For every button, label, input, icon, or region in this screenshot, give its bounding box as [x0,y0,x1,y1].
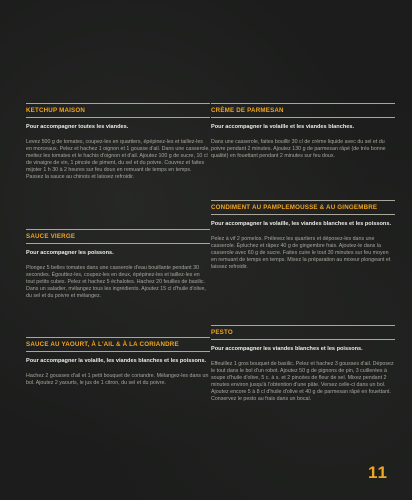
divider [211,117,395,118]
divider [26,229,210,230]
recipe-body: Effeuillez 1 gros bouquet de basilic. Pelez et hachez 3 gousses d'ail. Déposez le tout dans le bol d'un robot. Ajoutez 50 g de pignons de pin, 3 cuillerées à soupe d'huile d'olive, 5 c. à s. et 2 pincées de fleur de sel. Mixez pendant 2 minutes environ jusqu'à l'obtention d'une pâte. Versez celle-ci dans un bol. Ajoutez encore 5 à 8 cl d'huile d'olive et 40 g de parmesan râpé en fouettant. Conservez le pesto au frais dans un bocal. [211,360,394,403]
recipe-body: Plongez 5 belles tomates dans une casserole d'eau bouillante pendant 30 secondes. Égouttez-les, coupez-les en deux, épépinez-les et taillez-les en tout petits cubes. Pelez et hachez 5 échalotes. Hachez 20 feuilles de basilic. Dans un saladier, mélangez tous les ingrédients. Ajoutez 15 cl d'huile d'olive, du sel et du poivre et mélangez. [26,264,206,299]
recipe-lead: Pour accompagner toutes les viandes. [26,123,129,130]
divider [211,325,395,326]
recipe-body: Hachez 2 gousses d'ail et 1 petit bouquet de coriandre. Mélangez-les dans un bol. Ajoutez 2 yaourts, le jus de 1 citron, du sel et du poivre. [26,372,209,386]
recipe-lead: Pour accompagner la volaille, les viandes blanches et les poissons. [211,220,392,227]
divider [211,214,395,215]
recipe-lead: Pour accompagner les poissons. [26,249,114,256]
recipe-lead: Pour accompagner les viandes blanches et les poissons. [211,345,363,352]
recipe-sauce-yaourt [26,337,210,387]
divider [26,243,210,244]
divider [26,117,210,118]
divider [211,339,395,340]
recipe-title: KETCHUP MAISON [26,107,86,114]
recipe-title: CONDIMENT AU PAMPLEMOUSSE & AU GINGEMBRE [211,204,378,211]
recipe-ketchup [26,103,210,181]
recipe-title: PESTO [211,329,233,336]
recipe-body: Dans une casserole, faites bouillir 30 cl de crème liquide avec du sel et du poivre pendant 2 minutes. Ajoutez 130 g de parmesan râpé (de très bonne qualité) en fouettant pendant 2 minutes sur feu doux. [211,138,386,159]
recipe-body: Levez 500 g de tomates, coupez-les en quartiers, épépinez-les et taillez-les en morceaux. Pelez et hachez 1 oignon et 1 gousse d'ail. Dans une casserole, mettez les tomates et le hachis d'oignon et d'ail. Ajoutez 100 g de sucre, 10 cl de vinaigre de vin, 1 pincée de piment, du sel et du poivre. Couvrez et faites mijoter 1 h 30 à 2 heures sur feu doux en remuant de temps en temps. Passez la sauce au chinois et laissez refroidir. [26,138,210,181]
recipe-title: SAUCE AU YAOURT, À L'AIL & À LA CORIANDRE [26,341,179,348]
recipe-title: SAUCE VIERGE [26,233,76,240]
recipe-lead: Pour accompagner la volaille, les viandes blanches et les poissons. [26,357,207,364]
divider [26,351,210,352]
recipe-sauce-vierge [26,229,210,300]
divider [26,337,210,338]
recipe-condiment-pamplemousse [211,200,395,271]
recipe-title: CRÈME DE PARMESAN [211,107,284,114]
divider [26,103,210,104]
recipe-body: Pelez à vif 2 pomelos. Prélevez les quartiers et déposez-les dans une casserole. Épluchez et râpez 40 g de gingembre frais. Ajoutez-le dans la casserole avec 60 g de sucre. Faites cuire le tout 30 minutes sur feu moyen en remuant de temps en temps. Mixez la préparation au mixeur plongeant et laissez refroidir. [211,235,391,270]
recipe-pesto [211,325,395,403]
recipe-lead: Pour accompagner la volaille et les viandes blanches. [211,123,355,130]
recipe-creme-parmesan [211,103,395,160]
page-number: 11 [368,463,388,482]
divider [211,103,395,104]
divider [211,200,395,201]
